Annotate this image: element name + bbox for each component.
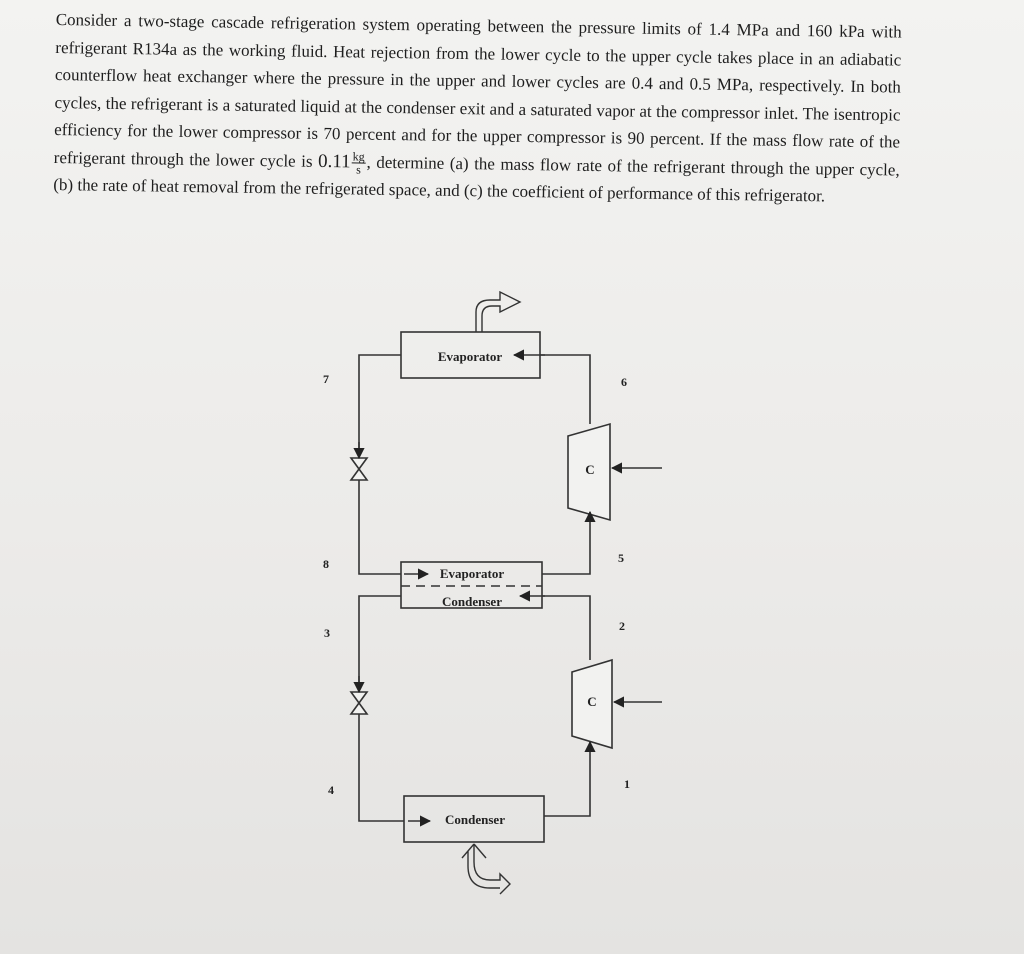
heat-removal-arrow-top: [476, 292, 520, 332]
hx-condenser-label: Condenser: [442, 594, 502, 609]
state-3-label: 3: [324, 626, 330, 640]
evaporator-top-label: Evaporator: [437, 349, 503, 364]
unit-denominator: s: [356, 162, 361, 177]
upper-compressor-label: C: [585, 462, 595, 477]
state-7-label: 7: [323, 372, 329, 386]
problem-text-part2: , determine (a) the mass flow rate of the refrigerant through the upper cycle, (b) the rate of heat removal from the refrigerated space, and (c) the coefficient of performance of this refrigerator.: [53, 152, 900, 206]
upper-cycle-return-line: [542, 520, 590, 574]
problem-text-part1: Consider a two-stage cascade refrigeration system operating between the pressure limits of 1.4 MPa and 160 kPa with refrigerant R134a as the working fluid. Heat rejection from the lower cycle to the upper cycle takes place in an adiabatic counterflow heat exchanger where the pressure in the upper and lower cycles are 0.4 and 0.5 MPa, respectively. In both cycles, the refrigerant is a saturated liquid at the condenser exit and a saturated vapor at the compressor inlet. The isentropic efficiency for the lower compressor is 70 percent and for the upper compressor is 90 percent. If the mass flow rate of the refrigerant through the lower cycle is: [53, 9, 902, 171]
state-8-label: 8: [323, 557, 329, 571]
hx-evaporator-label: Evaporator: [439, 566, 505, 581]
state-6-label: 6: [621, 375, 627, 389]
upper-cycle-right-line: [540, 355, 590, 424]
lower-cycle-right-line: [542, 596, 590, 660]
upper-cycle-left-line: [359, 355, 401, 574]
lower-compressor-label: C: [587, 694, 597, 709]
mass-flow-value: 0.11: [317, 150, 351, 172]
upper-expansion-valve: [351, 458, 367, 480]
unit-numerator: kg: [352, 149, 365, 164]
lower-expansion-valve: [351, 692, 367, 714]
condenser-bottom-label: Condenser: [445, 812, 505, 827]
state-2-label: 2: [619, 619, 625, 633]
state-4-label: 4: [328, 783, 334, 797]
state-1-label: 1: [624, 777, 630, 791]
state-5-label: 5: [618, 551, 624, 565]
lower-cycle-left-line: [359, 596, 404, 821]
lower-cycle-return-line: [544, 748, 590, 816]
heat-rejection-arrow-tail: [462, 844, 500, 888]
